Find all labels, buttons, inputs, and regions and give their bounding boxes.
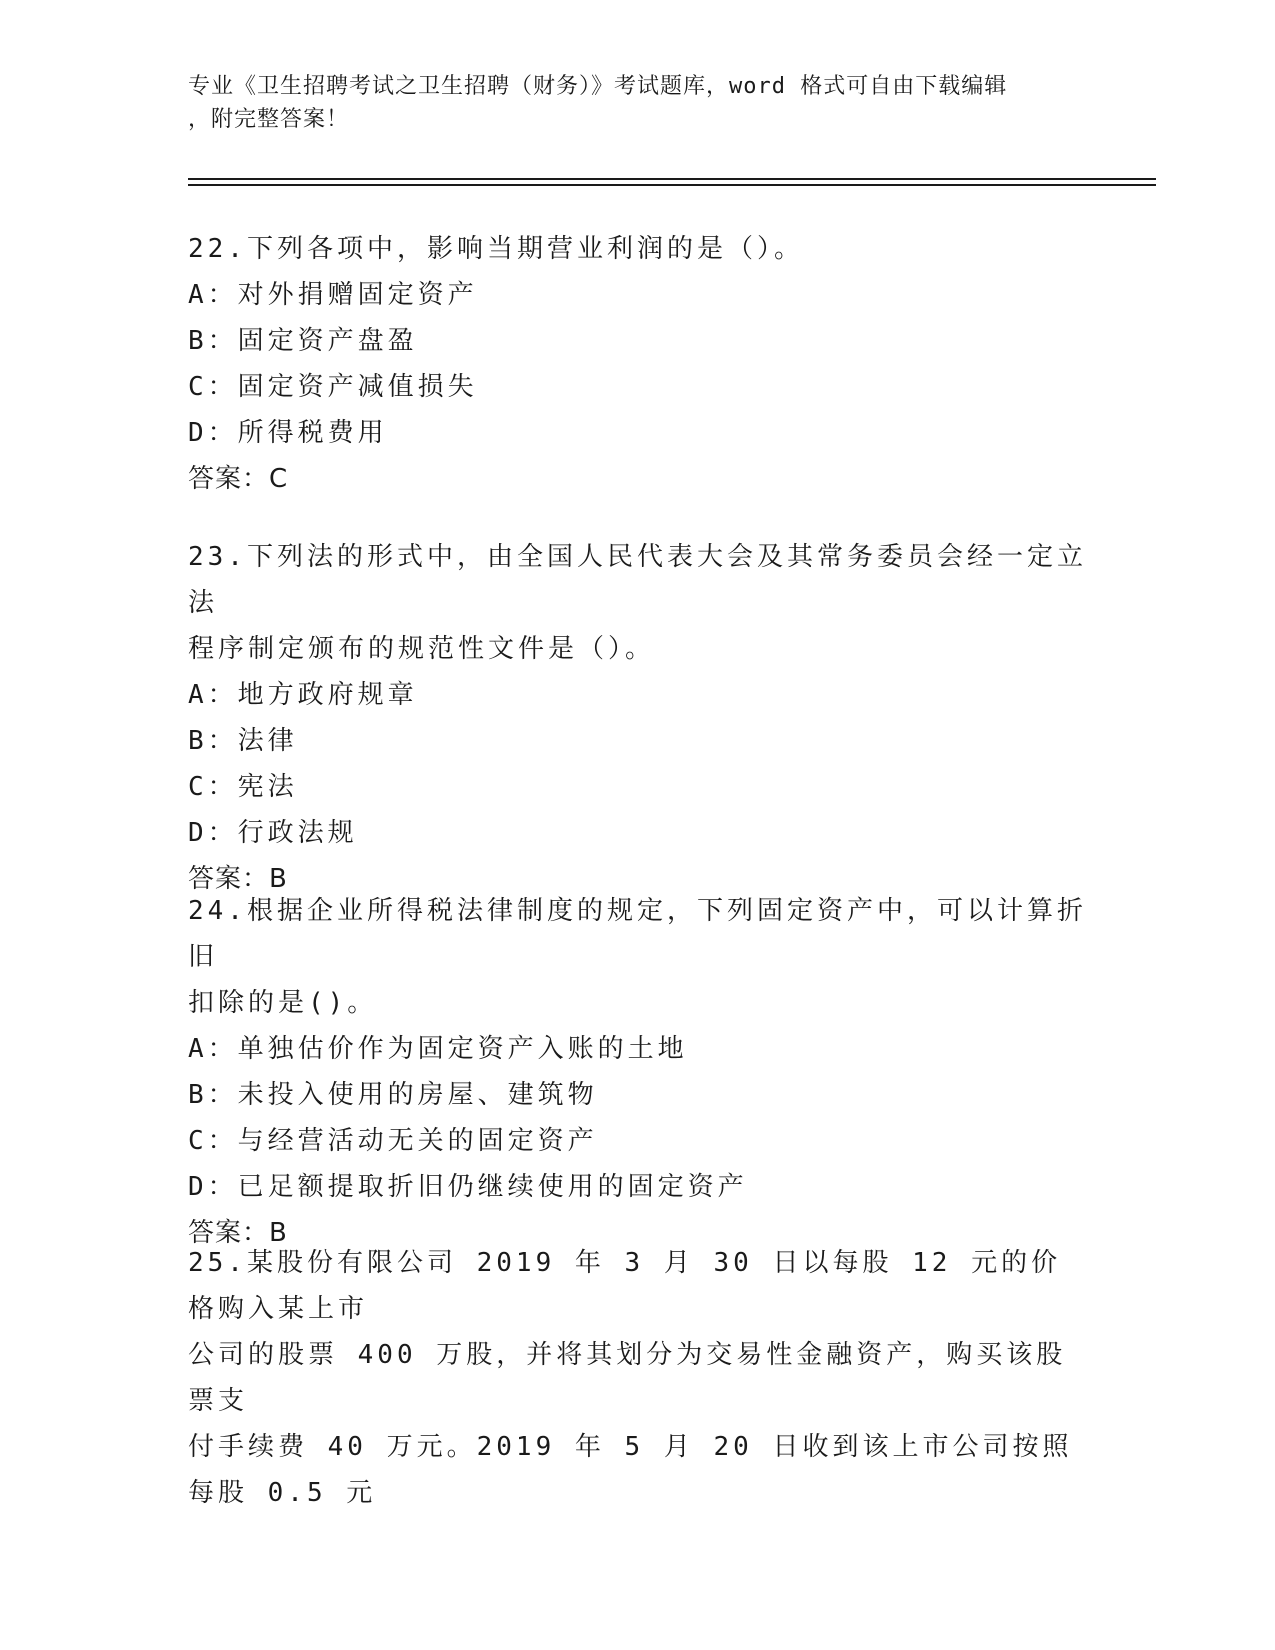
option-d: D：所得税费用 [188,418,388,448]
option-a: A：单独估价作为固定资产入账的土地 [188,1034,688,1064]
question-24 [188,888,1088,1256]
question-25 [188,1240,1088,1516]
option-c: C：固定资产减值损失 [188,372,478,402]
header-line-2: ，附完整答案！ [188,107,350,132]
question-23 [188,534,1088,902]
header-divider-top [188,178,1156,180]
question-stem-line-2: 公司的股票 400 万股，并将其划分为交易性金融资产，购买该股票支 [188,1340,1067,1416]
option-b: B：未投入使用的房屋、建筑物 [188,1080,598,1110]
question-stem-line-2: 扣除的是()。 [188,988,378,1018]
answer-value: C [269,464,289,494]
answer-label: 答案： [188,864,270,894]
question-22 [188,226,1088,502]
option-b: B：法律 [188,726,298,756]
question-stem-line-1: 23.下列法的形式中，由全国人民代表大会及其常务委员会经一定立法 [188,542,1087,618]
question-stem-line-2: 程序制定颁布的规范性文件是（）。 [188,634,656,664]
document-header-note [188,70,1068,136]
answer-label: 答案： [188,1218,270,1248]
answer [188,456,1088,502]
header-line-1: 专业《卫生招聘考试之卫生招聘（财务）》考试题库，word 格式可自由下载编辑 [188,74,1008,99]
option-c: C：与经营活动无关的固定资产 [188,1126,598,1156]
answer-label: 答案： [188,464,270,494]
question-stem: 22.下列各项中，影响当期营业利润的是（）。 [188,234,804,264]
option-a: A：地方政府规章 [188,680,418,710]
question-stem-line-1: 24.根据企业所得税法律制度的规定，下列固定资产中，可以计算折旧 [188,896,1087,972]
option-b: B：固定资产盘盈 [188,326,418,356]
option-a: A：对外捐赠固定资产 [188,280,478,310]
question-stem-line-3: 付手续费 40 万元。2019 年 5 月 20 日收到该上市公司按照每股 0.5 元 [188,1432,1073,1508]
answer-value: B [269,864,288,894]
answer-value: B [269,1218,288,1248]
option-c: C：宪法 [188,772,298,802]
option-d: D：行政法规 [188,818,358,848]
header-divider-bottom [188,184,1156,186]
question-stem-line-1: 25.某股份有限公司 2019 年 3 月 30 日以每股 12 元的价格购入某上市 [188,1248,1062,1324]
option-d: D：已足额提取折旧仍继续使用的固定资产 [188,1172,748,1202]
